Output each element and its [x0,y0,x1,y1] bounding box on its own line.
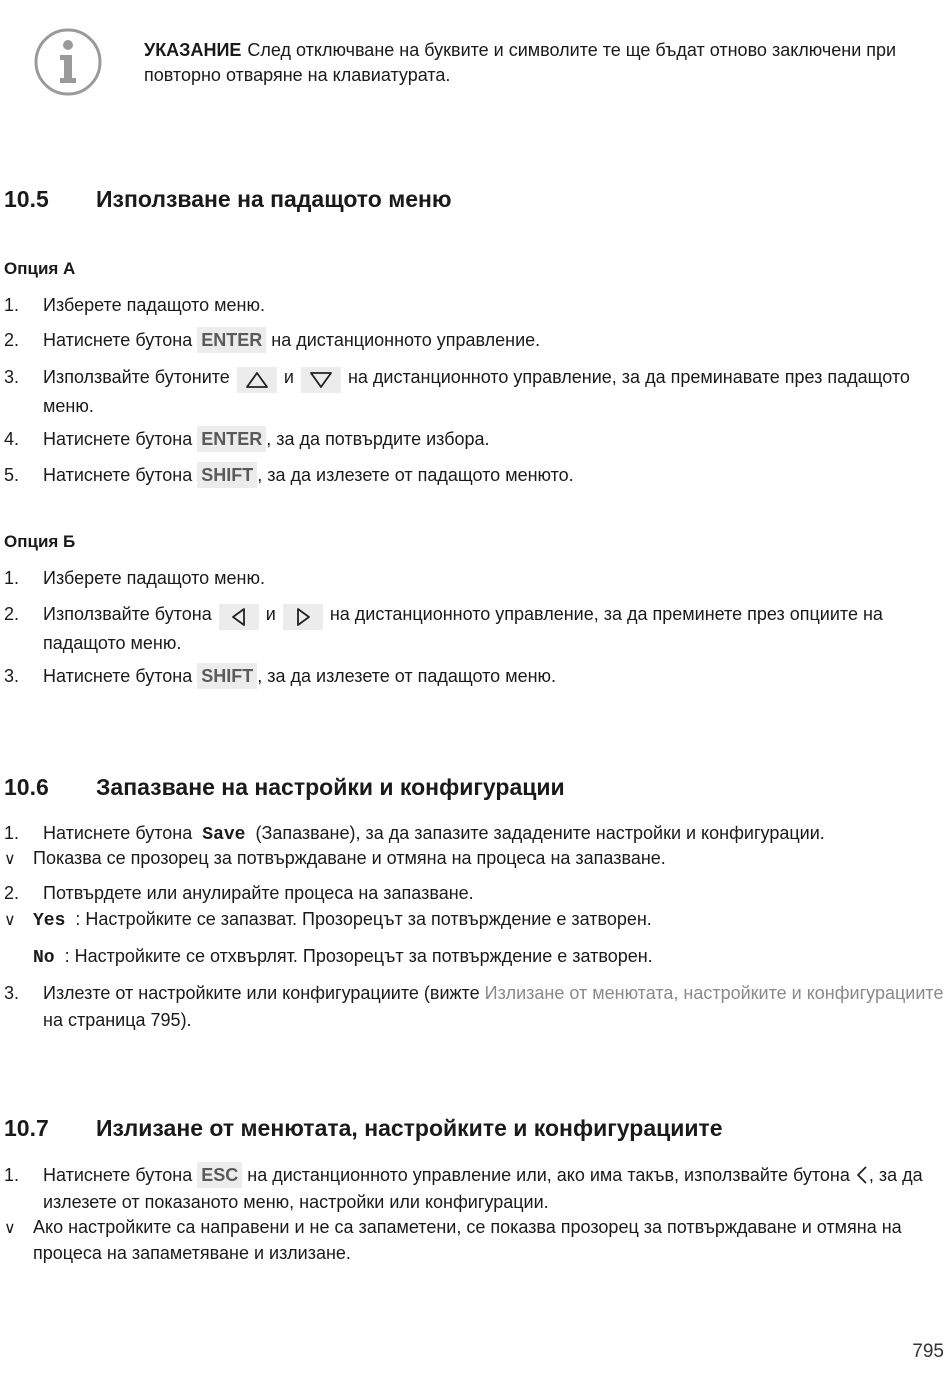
item-number: 2. [4,604,20,624]
list-item [4,327,944,354]
list-item [4,426,944,453]
up-arrow-icon [237,367,277,393]
item-number: 2. [4,330,20,350]
page-number: 795 [912,1341,944,1362]
item-text: (Запазване), за да запазите зададените настройки и конфигурации. [255,823,825,843]
list-item [4,292,944,319]
shift-key: SHIFT [197,462,257,488]
section-title: Запазване на настройки и конфигурации [96,774,565,800]
item-text: , за да излезете от падащото менюто. [257,465,574,485]
result-text: Ако настройките са направени и не са запаметени, се показва прозорец за потвърждаване и отмяна на процеса на запаметяване и излизане. [33,1217,902,1263]
item-number: 3. [4,983,20,1003]
item-number: 1. [4,568,20,588]
option-b-label: Опция Б [4,532,76,551]
item-text: Излезте от настройките или конфигурациите (вижте [43,983,480,1003]
section-title: Използване на падащото меню [96,186,452,212]
esc-key: ESC [197,1162,242,1188]
result-line [4,845,944,873]
info-icon [34,28,102,96]
section-number: 10.6 [4,774,49,800]
section-number: 10.5 [4,186,49,212]
list-item [4,364,944,420]
result-check-icon: ∨ [4,851,16,868]
result-line [4,906,944,934]
list-item [4,462,944,489]
item-text: Потвърдете или анулирайте процеса на запазване. [43,883,474,903]
item-text: на дистанционното управление или, ако има такъв, използвайте бутона [247,1165,850,1185]
no-code: No [33,948,55,968]
item-number: 3. [4,367,20,387]
yes-code: Yes [33,911,66,931]
item-text: Натиснете бутона [43,666,193,686]
note-label: УКАЗАНИЕ [144,40,242,60]
list-item [4,601,944,657]
result-text: : Настройките се отхвърлят. Прозорецът за потвърждение е затворен. [64,946,653,966]
note-body: След отключване на буквите и символите те ще бъдат отново заключени при повторно отваряне на клавиатурата. [144,40,897,85]
option-a-label: Опция А [4,259,76,278]
list-item [4,663,944,690]
item-number: 3. [4,666,20,686]
list-item [4,1162,944,1216]
note-text [144,38,934,88]
item-text: Използвайте бутона [43,604,212,624]
item-text: Натиснете бутона [43,465,193,485]
item-text: Използвайте бутоните [43,367,230,387]
right-arrow-icon [283,604,323,630]
item-text: Изберете падащото меню. [43,568,265,588]
item-text: , за да потвърдите избора. [266,429,490,449]
enter-key: ENTER [197,327,266,353]
item-text: на дистанционното управление. [271,330,541,350]
section-heading-10-7 [4,1115,723,1142]
item-text: Натиснете бутона [43,1165,193,1185]
item-text: на страница 795). [43,1010,192,1030]
item-text: Натиснете бутона [43,429,193,449]
item-text: Натиснете бутона [43,330,193,350]
item-text: , за да излезете от падащото меню. [257,666,557,686]
cross-reference-link[interactable]: Излизане от менютата, настройките и конфигурациите [484,983,944,1003]
item-text: Натиснете бутона [43,823,193,843]
item-text: , за да излезете от показаното меню, настройки или конфигурации. [43,1165,923,1212]
left-arrow-icon [219,604,259,630]
list-item [4,880,944,907]
save-code: Save [202,825,246,845]
item-number: 4. [4,429,20,449]
enter-key: ENTER [197,426,266,452]
item-number: 5. [4,465,20,485]
item-number: 1. [4,1165,20,1185]
item-text: и [265,604,276,624]
item-text: Изберете падащото меню. [43,295,265,315]
result-text: Показва се прозорец за потвърждаване и отмяна на процеса на запазване. [33,848,666,868]
item-text: на дистанционното управление, за да преминавате през падащото меню. [43,367,910,416]
item-number: 1. [4,295,20,315]
section-heading-10-6 [4,774,565,801]
section-heading-10-5 [4,186,452,213]
result-check-icon: ∨ [4,912,16,929]
list-item [4,565,944,592]
item-number: 2. [4,883,20,903]
item-text: и [283,367,294,387]
down-arrow-icon [301,367,341,393]
item-text: на дистанционното управление, за да преминете през опциите на падащото меню. [43,604,883,653]
shift-key: SHIFT [197,663,257,689]
result-check-icon: ∨ [4,1220,16,1237]
section-title: Излизане от менютата, настройките и конфигурациите [96,1115,723,1141]
item-number: 1. [4,823,20,843]
result-line [4,1214,944,1263]
list-item [4,980,944,1034]
back-chevron-icon [855,1165,869,1185]
section-number: 10.7 [4,1115,49,1141]
result-text: : Настройките се запазват. Прозорецът за потвърждение е затворен. [75,909,652,929]
